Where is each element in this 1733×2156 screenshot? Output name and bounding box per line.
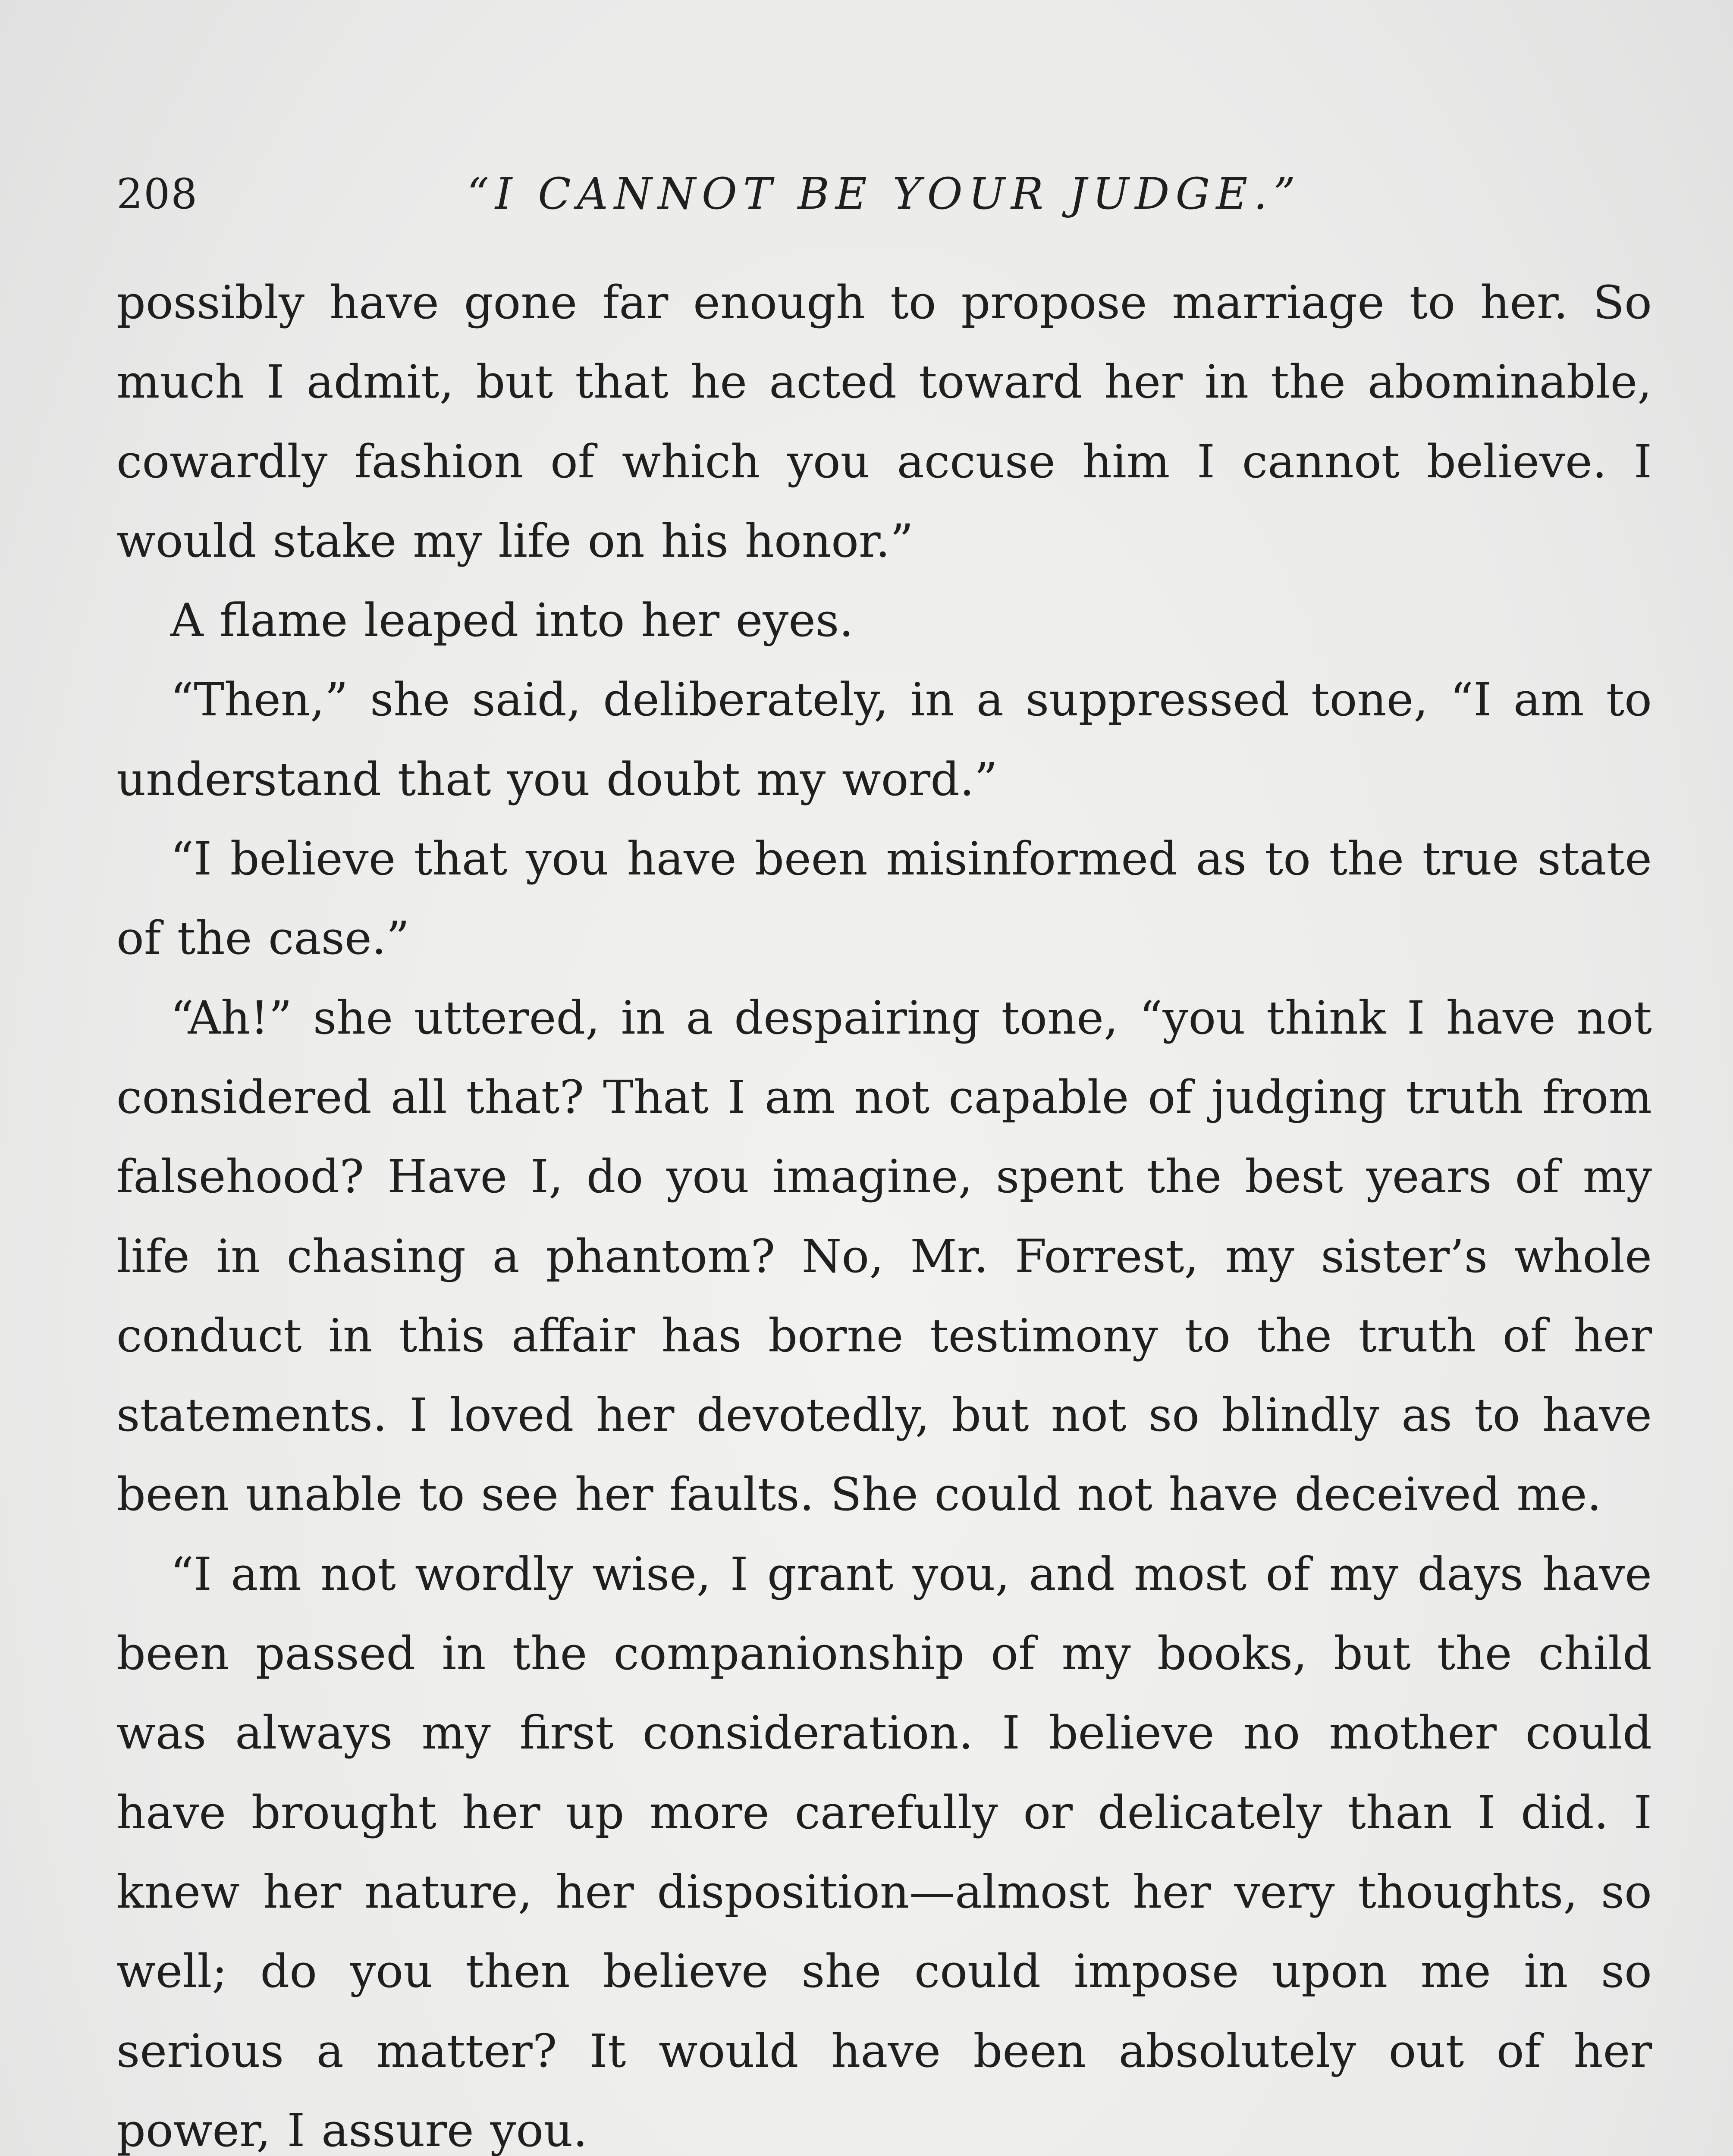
body-text: [116, 263, 1652, 2156]
page-header: [116, 164, 1652, 224]
paragraph: A flame leaped into her eyes.: [170, 594, 854, 647]
paragraph: “I believe that you have been misinformed as to the true state of the case.”: [116, 832, 1652, 965]
paragraph: “I am not wordly wise, I grant you, and most of my days have been passed in the companionship of my books, but the child was always my first consideration. I believe no mother could have brought her up more carefully or delicately than I did. I knew her nature, her disposition—almost her very thoughts, so well; do you then believe she could impose upon me in so serious a matter? It would have been absolutely out of her power, I assure you.: [116, 1547, 1652, 2156]
paragraph: “Ah!” she uttered, in a despairing tone, “you think I have not considered all that? That I am not capable of judging truth from falsehood? Have I, do you imagine, spent the best years of my life in chasing a phantom? No, Mr. Forrest, my sister’s whole conduct in this affair has borne testimony to the truth of her statements. I loved her devotedly, but not so blindly as to have been unable to see her faults. She could not have deceived me.: [116, 991, 1652, 1521]
paragraph: “Then,” she said, deliberately, in a suppressed tone, “I am to understand that you doubt my word.”: [116, 673, 1652, 806]
running-title: “I CANNOT BE YOUR JUDGE.”: [467, 169, 1302, 219]
page-number: 208: [116, 170, 198, 218]
paragraph: possibly have gone far enough to propose marriage to her. So much I admit, but that he acted toward her in the abominable, cowardly fashion of which you accuse him I cannot believe. I would stake my life on his honor.”: [116, 276, 1652, 567]
